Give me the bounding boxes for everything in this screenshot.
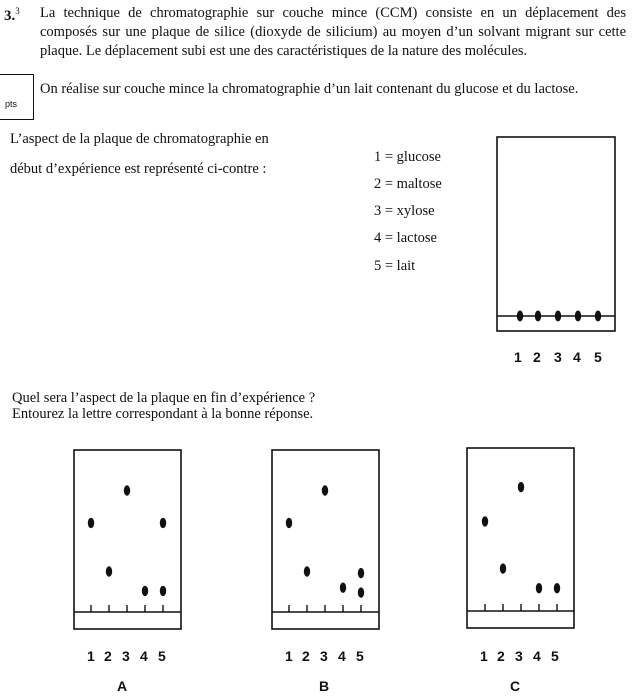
legend-item-lactose: 4 = lactose: [374, 230, 437, 246]
option-c-spot-1-1: [482, 516, 488, 526]
option-c-spot-5-1: [554, 583, 560, 593]
points-label: pts: [5, 99, 18, 109]
option-b-spot-3-1: [322, 485, 328, 495]
option-c-label-4: 4: [533, 648, 541, 664]
option-c-label-3: 3: [515, 648, 523, 664]
option-a-spot-5-1: [160, 586, 166, 596]
option-a-label-4: 4: [140, 648, 148, 664]
question-number: 3.$^3$: [4, 6, 20, 24]
option-b-label-2: 2: [302, 648, 310, 664]
initial-spot-4: [575, 311, 581, 322]
option-c-spot-3-1: [518, 482, 524, 492]
option-a-spot-5-2: [160, 518, 166, 528]
option-b-spot-4-1: [340, 583, 346, 593]
option-a-spot-3-1: [124, 485, 130, 495]
option-b-plate[interactable]: [272, 450, 379, 629]
intro-line-1: L’aspect de la plaque de chromatographie en: [10, 131, 269, 147]
option-b-spot-5-1: [358, 587, 364, 597]
initial-plate-label-3: 3: [554, 349, 562, 365]
option-a-plate-border: [74, 450, 181, 629]
initial-spot-3: [555, 311, 561, 322]
initial-plate-label-2: 2: [533, 349, 541, 365]
option-c-plate-border: [467, 448, 574, 628]
question-paragraph-2: On réalise sur couche mince la chromatographie d’un lait contenant du glucose et du lactose.: [40, 81, 579, 97]
option-a-spot-2-1: [106, 566, 112, 576]
option-c-spot-2-1: [500, 563, 506, 573]
initial-plate-border: [497, 137, 615, 331]
legend-item-maltose: 2 = maltose: [374, 176, 442, 192]
legend-item-glucose: 1 = glucose: [374, 149, 441, 165]
option-b-spot-5-2: [358, 568, 364, 578]
option-b-label-5: 5: [356, 648, 364, 664]
option-a-spot-4-1: [142, 586, 148, 596]
option-a-label-1: 1: [87, 648, 95, 664]
question-points-superscript: 3: [15, 6, 20, 16]
option-b-label-4: 4: [338, 648, 346, 664]
initial-plate-label-5: 5: [594, 349, 602, 365]
legend-item-lait: 5 = lait: [374, 258, 416, 274]
option-b-plate-border: [272, 450, 379, 629]
initial-plate-label-1: 1: [514, 349, 522, 365]
initial-spot-2: [535, 311, 541, 322]
initial-plate-label-4: 4: [573, 349, 581, 365]
option-a-letter[interactable]: A: [117, 678, 128, 694]
option-a-label-2: 2: [104, 648, 112, 664]
option-c-letter[interactable]: C: [510, 678, 521, 694]
option-a-spot-1-1: [88, 518, 94, 528]
option-b-letter[interactable]: B: [319, 678, 330, 694]
option-a-label-3: 3: [122, 648, 130, 664]
option-b-spot-2-1: [304, 566, 310, 576]
option-a-plate[interactable]: [74, 450, 181, 629]
option-c-label-5: 5: [551, 648, 559, 664]
option-b-label-3: 3: [320, 648, 328, 664]
initial-spot-1: [517, 311, 523, 322]
option-a-label-5: 5: [158, 648, 166, 664]
initial-plate: [497, 137, 615, 331]
prompt-line-1: Quel sera l’aspect de la plaque en fin d’expérience ?: [12, 390, 316, 406]
legend-item-xylose: 3 = xylose: [374, 203, 435, 219]
option-c-plate[interactable]: [467, 448, 574, 628]
initial-spot-5: [595, 311, 601, 322]
prompt-line-2: Entourez la lettre correspondant à la bonne réponse.: [12, 406, 314, 422]
intro-line-2: début d’expérience est représenté ci-contre :: [10, 161, 267, 177]
option-c-label-2: 2: [497, 648, 505, 664]
option-b-spot-1-1: [286, 518, 292, 528]
question-paragraph-1: La technique de chromatographie sur couche mince (CCM) consiste en un déplacement des composés sur une plaque de silice (dioxyde de silicium) au moyen d’un solvant migrant sur cette plaque. Le déplacement subi est une des caractéristiques de la nature des molécules.: [40, 5, 626, 59]
option-c-label-1: 1: [480, 648, 488, 664]
option-b-label-1: 1: [285, 648, 293, 664]
option-c-spot-4-1: [536, 583, 542, 593]
